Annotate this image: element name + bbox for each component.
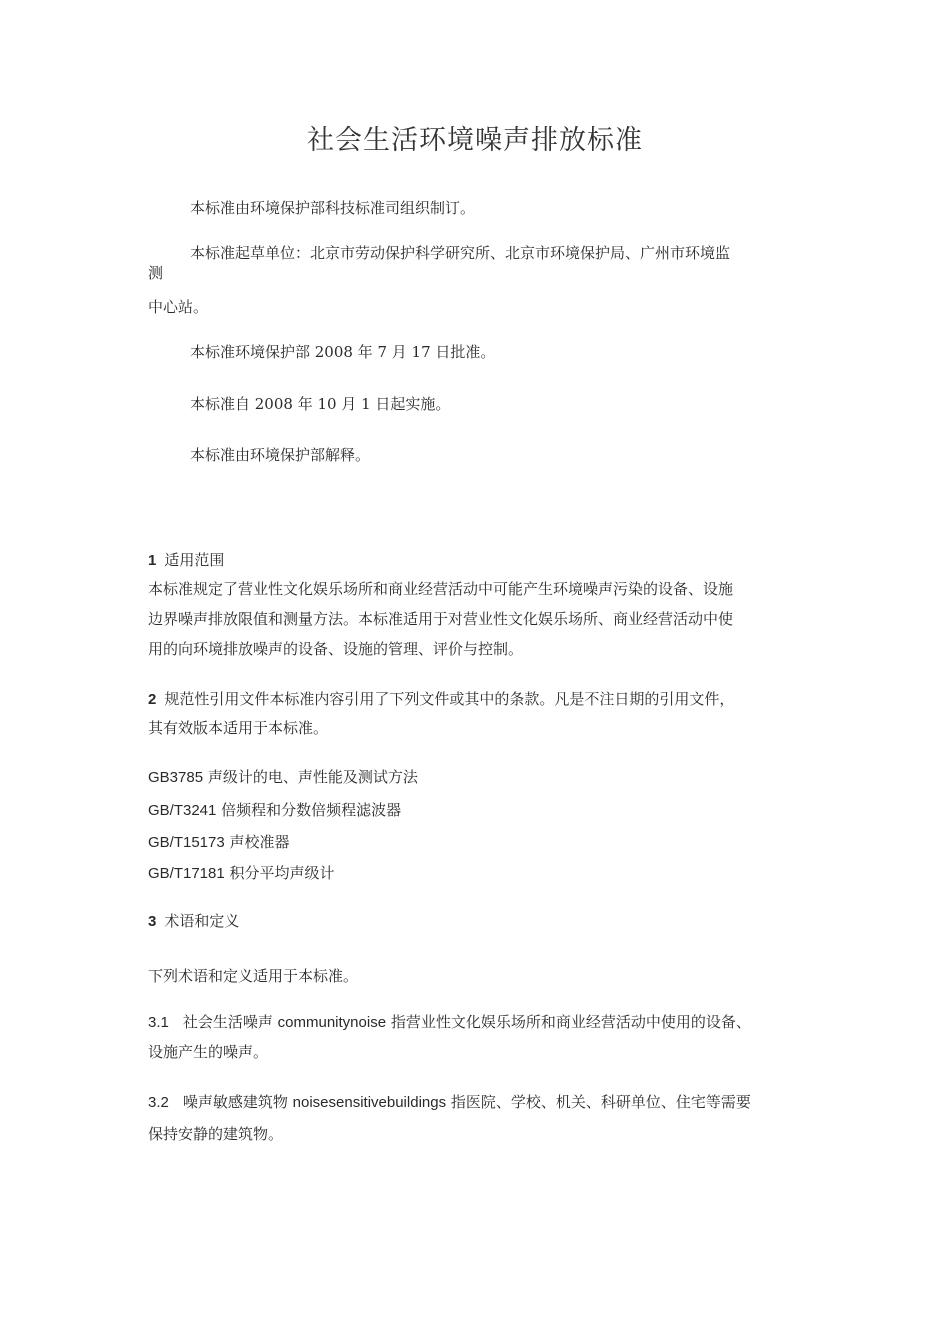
- reference-item: [148, 827, 808, 858]
- section-2-text: 规范性引用文件本标准内容引用了下列文件或其中的条款。凡是不注日期的引用文件，: [164, 690, 735, 708]
- section-2-number: 2: [148, 691, 157, 708]
- section-3-number: 3: [148, 913, 157, 930]
- section-3-title: 术语和定义: [164, 912, 240, 930]
- definition-3-1-line-1: [148, 1007, 808, 1038]
- section-1-line-3: 用的向环境排放噪声的设备、设施的管理、评价与控制。: [148, 640, 524, 658]
- section-1-heading: [148, 545, 808, 576]
- preface-paragraph-3: 本标准环境保护部 2008 年 7 月 17 日批准。: [190, 343, 496, 361]
- reference-title: 倍频程和分数倍频程滤波器: [221, 801, 402, 819]
- definition-3-2-text: 指医院、学校、机关、科研单位、住宅等需要: [450, 1093, 751, 1111]
- preface-paragraph-2-line-1: 本标准起草单位：北京市劳动保护科学研究所、北京市环境保护局、广州市环境监: [190, 244, 731, 262]
- definition-3-2-line-2: 保持安静的建筑物。: [148, 1125, 284, 1143]
- definition-3-2-number: 3.2: [148, 1094, 169, 1111]
- reference-code: GB/T17181: [148, 865, 225, 882]
- preface-paragraph-4: 本标准自 2008 年 10 月 1 日起实施。: [190, 395, 451, 413]
- reference-code: GB3785: [148, 769, 204, 786]
- reference-code: GB/T3241: [148, 802, 217, 819]
- section-1-title: 适用范围: [164, 551, 225, 569]
- section-3-intro: 下列术语和定义适用于本标准。: [148, 967, 359, 985]
- document-title: 社会生活环境噪声排放标准: [307, 125, 643, 156]
- section-1-line-2: 边界噪声排放限值和测量方法。本标准适用于对营业性文化娱乐场所、商业经营活动中使: [148, 610, 734, 628]
- definition-3-2-term: 噪声敏感建筑物: [182, 1093, 288, 1111]
- reference-title: 声级计的电、声性能及测试方法: [207, 768, 418, 786]
- definition-3-1-term-en: communitynoise: [277, 1014, 387, 1031]
- definition-3-2-term-en: noisesensitivebuildings: [292, 1094, 447, 1111]
- preface-paragraph-1: 本标准由环境保护部科技标准司组织制订。: [190, 199, 476, 217]
- reference-item: [148, 858, 808, 889]
- section-3-heading: [148, 906, 808, 937]
- preface-paragraph-5: 本标准由环境保护部解释。: [190, 446, 371, 464]
- reference-title: 积分平均声级计: [229, 864, 335, 882]
- reference-code: GB/T15173: [148, 834, 225, 851]
- reference-item: [148, 762, 808, 793]
- preface-paragraph-2-line-2: 测: [148, 264, 164, 282]
- section-1-number: 1: [148, 552, 157, 569]
- definition-3-1-line-2: 设施产生的噪声。: [148, 1043, 269, 1061]
- section-2-line-2: 其有效版本适用于本标准。: [148, 719, 329, 737]
- preface-paragraph-2-line-3: 中心站。: [148, 298, 209, 316]
- section-1-line-1: 本标准规定了营业性文化娱乐场所和商业经营活动中可能产生环境噪声污染的设备、设施: [148, 580, 734, 598]
- definition-3-1-number: 3.1: [148, 1014, 169, 1031]
- definition-3-1-term: 社会生活噪声: [182, 1013, 273, 1031]
- definition-3-1-text: 指营业性文化娱乐场所和商业经营活动中使用的设备、: [390, 1013, 751, 1031]
- reference-title: 声校准器: [229, 833, 290, 851]
- section-2-line-1: [148, 684, 808, 715]
- definition-3-2-line-1: [148, 1087, 808, 1118]
- reference-item: [148, 795, 808, 826]
